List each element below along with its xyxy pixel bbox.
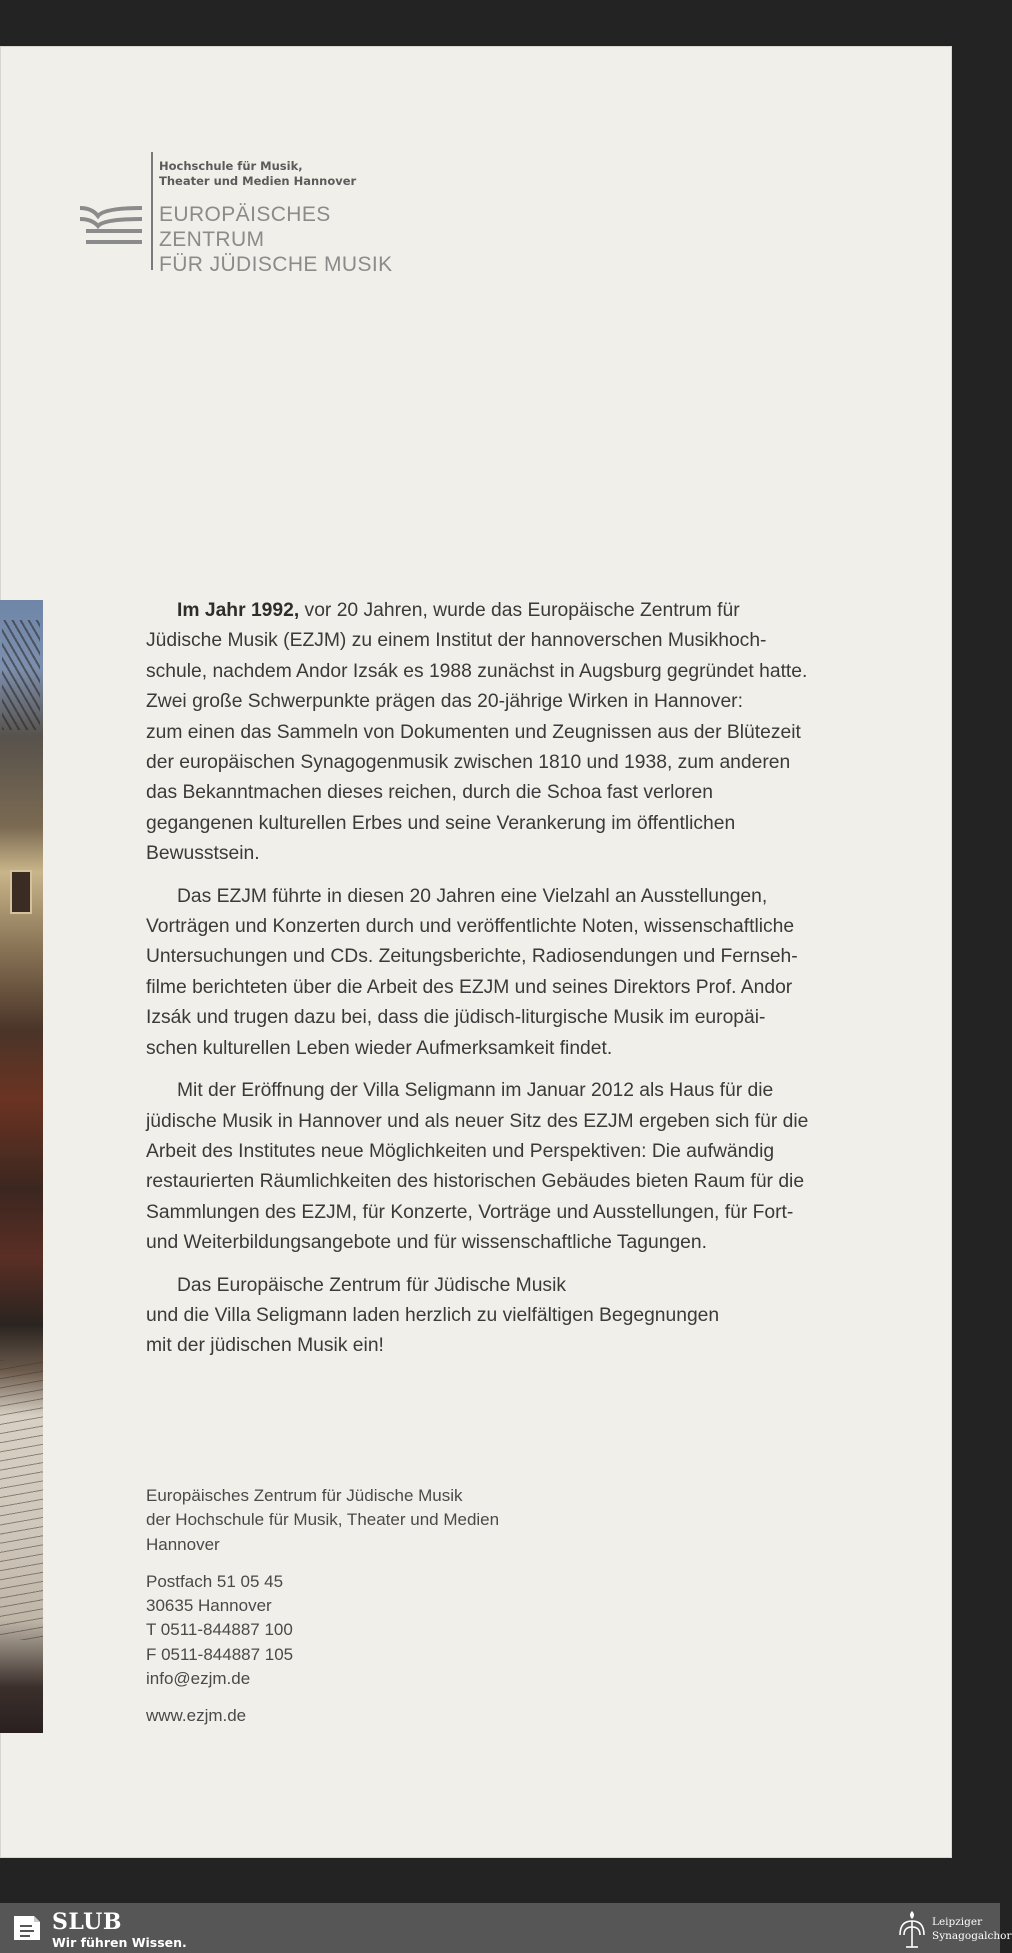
p1-line: Bewusstsein. <box>146 843 260 865</box>
p4-line: Das Europäische Zentrum für Jüdische Musik <box>177 1274 566 1296</box>
institution-line-1: Hochschule für Musik, <box>159 159 303 173</box>
email-link[interactable]: info@ezjm.de <box>146 1669 251 1689</box>
p3-line: Arbeit des Institutes neue Möglichkeiten und Perspektiven: Die aufwändig <box>146 1140 775 1162</box>
centre-name <box>159 202 428 277</box>
p1-line: Jüdische Musik (EZJM) zu einem Institut der hannoverschen Musikhoch- <box>146 630 767 652</box>
p2-line: schen kulturellen Leben wieder Aufmerksamkeit findet. <box>146 1037 613 1059</box>
p2-line: filme berichteten über die Arbeit des EZJM und seines Direktors Prof. Andor <box>146 976 793 998</box>
p3-line: restaurierten Räumlichkeiten des historischen Gebäudes bieten Raum für die <box>146 1171 805 1193</box>
institution-line-2: Theater und Medien Hannover <box>159 174 357 188</box>
centre-line-2: FÜR JÜDISCHE MUSIK <box>159 253 393 276</box>
p1-line: schule, nachdem Andor Izsák es 1988 zunächst in Augsburg gegründet hatte. <box>146 660 808 682</box>
organisation-address <box>146 1484 646 1557</box>
p2-line: Izsák und trugen dazu bei, dass die jüdisch-liturgische Musik im europäi- <box>146 1007 766 1029</box>
p3-line: jüdische Musik in Hannover und als neuer Sitz des EZJM ergeben sich für die <box>146 1110 809 1132</box>
p4-line: mit der jüdischen Musik ein! <box>146 1335 384 1357</box>
building-window <box>10 870 32 914</box>
tree-branches <box>2 620 40 730</box>
slub-tagline: Wir führen Wissen. <box>52 1935 187 1950</box>
p2-line: Das EZJM führte in diesen 20 Jahren eine Vielzahl an Ausstellungen, <box>177 885 768 907</box>
slub-logo-icon[interactable] <box>12 1912 42 1942</box>
contact-details <box>146 1570 646 1691</box>
postbox: Postfach 51 05 45 <box>146 1571 284 1591</box>
p1-line: gegangenen kulturellen Erbes und seine Verankerung im öffentlichen <box>146 812 736 834</box>
fax: F 0511-844887 105 <box>146 1644 294 1664</box>
sheet-music <box>0 1360 43 1640</box>
p2-line: Untersuchungen und CDs. Zeitungsberichte, Radiosendungen und Fernseh- <box>146 946 798 968</box>
p4-line: und die Villa Seligmann laden herzlich zu vielfältigen Begegnungen <box>146 1304 720 1326</box>
menorah-lines-icon <box>78 204 144 248</box>
body-text <box>146 596 856 1374</box>
paragraph-4 <box>146 1271 856 1362</box>
website-link[interactable]: www.ezjm.de <box>146 1706 247 1726</box>
p1-line: der europäischen Synagogenmusik zwischen 1810 und 1938, zum anderen <box>146 752 791 774</box>
p1-line: vor 20 Jahren, wurde das Europäische Zentrum für <box>299 600 740 621</box>
ezjm-logo <box>78 152 428 276</box>
partner-name[interactable] <box>932 1915 1012 1943</box>
slub-name[interactable]: SLUB <box>52 1909 122 1935</box>
org-line: der Hochschule für Musik, Theater und Medien <box>146 1510 500 1530</box>
phone: T 0511-844887 100 <box>146 1620 293 1640</box>
paragraph-2 <box>146 882 856 1064</box>
p2-line: Vorträgen und Konzerten durch und veröffentlichte Noten, wissenschaftliche <box>146 916 795 938</box>
partner-line-2: Synagogalchor <box>932 1930 1012 1942</box>
org-line: Hannover <box>146 1534 220 1554</box>
centre-line-1: EUROPÄISCHES ZENTRUM <box>159 203 331 251</box>
paragraph-1 <box>146 596 856 870</box>
contact-block <box>146 1484 646 1742</box>
city: 30635 Hannover <box>146 1596 272 1616</box>
p1-line: zum einen das Sammeln von Dokumenten und Zeugnissen aus der Blütezeit <box>146 721 801 743</box>
leipziger-synagogalchor-icon[interactable] <box>896 1907 928 1949</box>
p3-line: Sammlungen des EZJM, für Konzerte, Vorträge und Ausstellungen, für Fort- <box>146 1201 794 1223</box>
viewer-footer-bar <box>0 1903 1012 1953</box>
p1-line: das Bekanntmachen dieses reichen, durch die Schoa fast verloren <box>146 782 713 804</box>
org-line: Europäisches Zentrum für Jüdische Musik <box>146 1486 463 1505</box>
logo-divider <box>151 152 153 270</box>
photo-strip <box>0 600 43 1733</box>
p1-line: Zwei große Schwerpunkte prägen das 20-jährige Wirken in Hannover: <box>146 691 743 713</box>
lead-phrase: Im Jahr 1992, <box>177 600 300 621</box>
p3-line: Mit der Eröffnung der Villa Seligmann im Januar 2012 als Haus für die <box>177 1080 774 1102</box>
website <box>146 1704 646 1728</box>
document-page <box>0 46 952 1858</box>
p3-line: und Weiterbildungsangebote und für wissenschaftliche Tagungen. <box>146 1232 707 1254</box>
partner-line-1: Leipziger <box>932 1916 983 1928</box>
paragraph-3 <box>146 1076 856 1258</box>
institution-name <box>159 159 356 189</box>
